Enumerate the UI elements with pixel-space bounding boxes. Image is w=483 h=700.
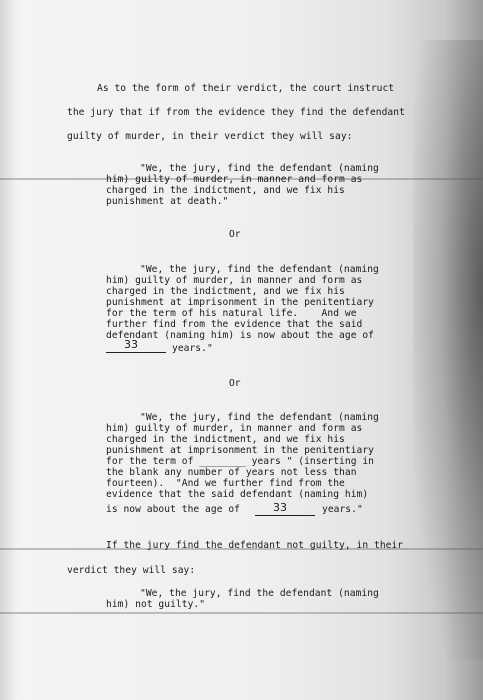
verdict-form-term-line: evidence that the said defendant (naming him) <box>106 489 369 500</box>
verdict-form-death-line: "We, the jury, find the defendant (naming <box>140 163 379 174</box>
or-separator: Or <box>229 378 241 389</box>
intro-line: the jury that if from the evidence they find the defendant <box>67 107 405 118</box>
intro-line: As to the form of their verdict, the court instruct <box>97 83 395 94</box>
paper-fold <box>0 612 483 614</box>
verdict-form-life-line: years." <box>172 343 213 354</box>
verdict-form-term-line: punishment at imprisonment in the penitentiary <box>106 445 374 456</box>
verdict-form-life-line: charged in the indictment, and we fix his <box>106 286 345 297</box>
verdict-form-term-line: "We, the jury, find the defendant (naming <box>140 412 379 423</box>
page-shadow-right <box>413 40 483 660</box>
verdict-form-life-line: for the term of his natural life. And we <box>106 308 357 319</box>
verdict-form-term-line: charged in the indictment, and we fix his <box>106 434 345 445</box>
handwritten-age: 33 <box>273 501 287 514</box>
age-blank-line <box>106 352 166 353</box>
verdict-form-term-line: fourteen). "And we further find from the <box>106 478 345 489</box>
verdict-form-life-line: punishment at imprisonment in the penitentiary <box>106 297 374 308</box>
or-separator: Or <box>229 229 241 240</box>
verdict-form-death-line: punishment at death." <box>106 196 229 207</box>
verdict-form-not-guilty-line: him) not guilty." <box>106 599 206 610</box>
verdict-form-term-line: is now about the age of <box>106 504 240 515</box>
verdict-form-not-guilty-line: "We, the jury, find the defendant (naming <box>140 588 379 599</box>
page-shadow-left <box>0 0 18 700</box>
verdict-form-life-line: further find from the evidence that the said <box>106 319 363 330</box>
intro-line: guilty of murder, in their verdict they will say: <box>67 131 353 142</box>
verdict-form-life-line: him) guilty of murder, in manner and form as <box>106 275 363 286</box>
verdict-form-life-line: "We, the jury, find the defendant (naming <box>140 264 379 275</box>
verdict-form-life-line: defendant (naming him) is now about the age of <box>106 330 374 341</box>
not-guilty-line: verdict they will say: <box>67 565 196 576</box>
age-blank-line <box>255 515 315 516</box>
not-guilty-line: If the jury find the defendant not guilty, in their <box>106 540 404 551</box>
verdict-form-death-line: him) guilty of murder, in manner and form as <box>106 174 363 185</box>
verdict-form-term-line: him) guilty of murder, in manner and form as <box>106 423 363 434</box>
verdict-form-term-line: the blank any number of years not less than <box>106 467 357 478</box>
verdict-form-term-line: years." <box>322 504 363 515</box>
verdict-form-term-line: for the term of ________ years " (inserting in <box>106 456 374 467</box>
handwritten-age: 33 <box>124 338 138 351</box>
verdict-form-death-line: charged in the indictment, and we fix his <box>106 185 345 196</box>
